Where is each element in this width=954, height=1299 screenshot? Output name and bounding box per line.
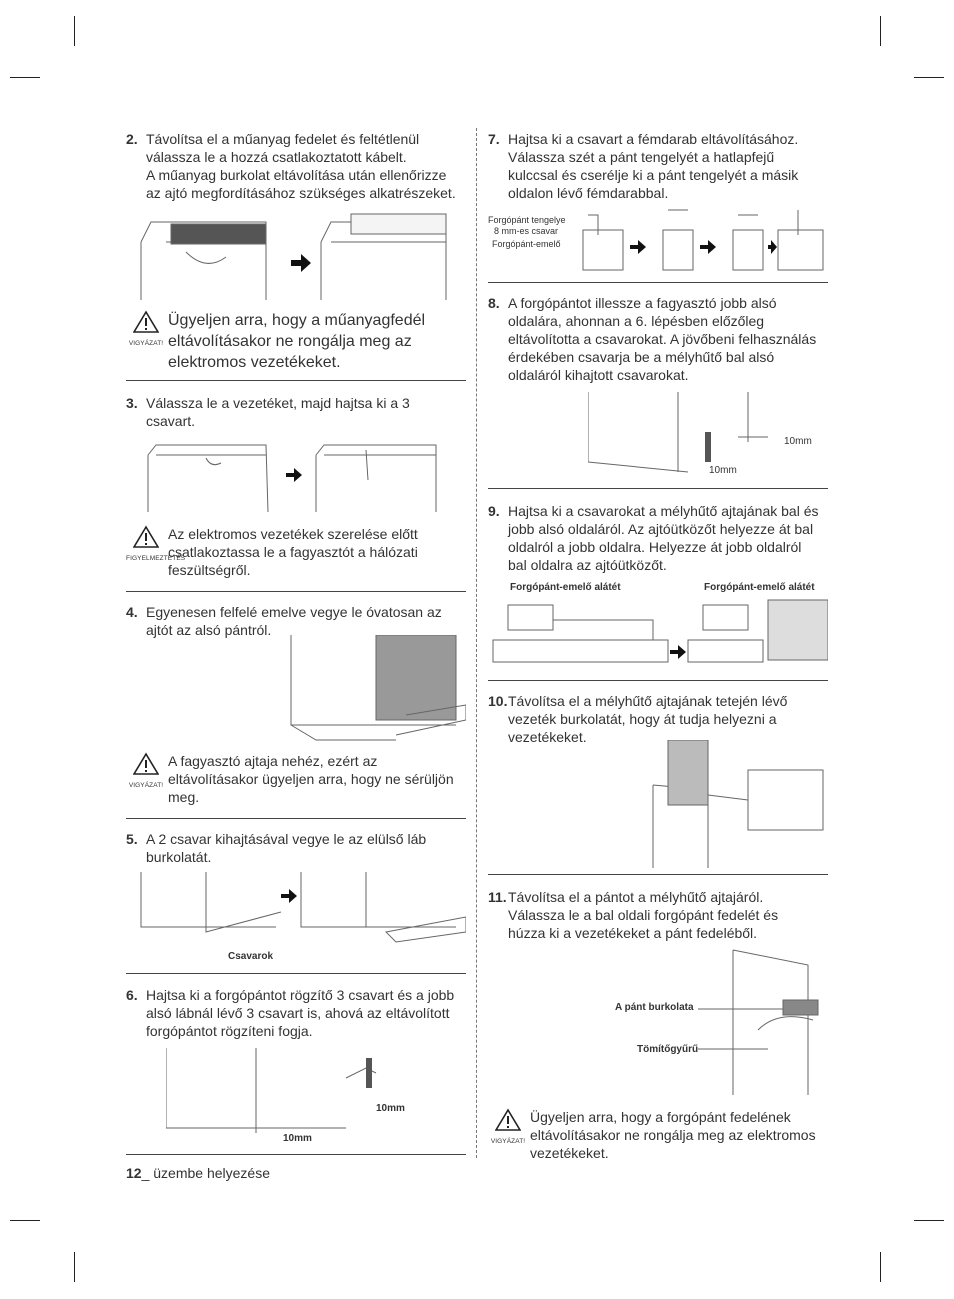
divider (126, 818, 466, 819)
step-text: Egyenesen felfelé emelve vegye le óvatosan az ajtót az alsó pántról. (146, 604, 442, 638)
divider (126, 591, 466, 592)
warning-icon (126, 752, 166, 795)
page-number: 12 (126, 1165, 142, 1181)
arrow-right-icon (281, 889, 297, 903)
step-number: 3. (126, 395, 138, 411)
column-divider (476, 128, 477, 1158)
step-number: 5. (126, 831, 138, 847)
hinge-cover-caption: A pánt burkolata (615, 1002, 694, 1013)
caution-text: A fagyasztó ajtaja nehéz, ezért az eltávolításakor ügyeljen arra, hogy ne sérüljön meg. (168, 753, 454, 805)
caution-4 (488, 1108, 828, 1168)
step-text: A 2 csavar kihajtásával vegye le az elülső láb burkolatát. (146, 831, 427, 865)
arrow-right-icon (700, 240, 716, 254)
caution-1 (126, 310, 466, 375)
caution-label: VIGYÁZAT! (128, 782, 164, 789)
step-text: Távolítsa el a műanyag fedelet és feltétlenül válassza le a hozzá csatlakoztatott kábelt. A műanyag burkolat eltávolítása után ellenőrizze az ajtó megfordításához szükséges alkatrészeket. (146, 131, 456, 201)
section-name: _ üzembe helyezése (141, 1165, 270, 1181)
step-5-illustration (136, 872, 466, 947)
crop-mark (914, 1220, 944, 1221)
step-number: 8. (488, 295, 500, 311)
step-number: 4. (126, 604, 138, 620)
step-6-illustration (166, 1048, 386, 1143)
hinge-lifter-caption: Forgópánt-emelő (492, 239, 561, 249)
step-text: Hajtsa ki a csavarokat a mélyhűtő ajtajának bal és jobb alsó oldaláról. Az ajtóütközőt helyezze át bal oldalról a jobb oldalra. Helyezze át jobb oldalról bal oldalra az ajtóütközőt. (508, 503, 819, 573)
page-footer (126, 1165, 270, 1181)
step-2 (126, 130, 466, 205)
caution-3 (126, 752, 466, 812)
caution-text: Ügyeljen arra, hogy a műanyagfedél eltávolításakor ne rongálja meg az elektromos vezetékeket. (168, 312, 426, 371)
divider (488, 488, 828, 489)
divider (488, 874, 828, 875)
warning-label: FIGYELMEZTETÉS (126, 555, 186, 562)
crop-mark (74, 16, 75, 46)
caution-label: VIGYÁZAT! (128, 340, 164, 347)
step-9-illustration (488, 595, 828, 675)
step-7-illustration (568, 205, 828, 275)
warning-2 (126, 525, 466, 585)
caution-label: VIGYÁZAT! (490, 1138, 526, 1145)
divider (126, 973, 466, 974)
crop-mark (10, 1220, 40, 1221)
step-text: Távolítsa el a mélyhűtő ajtajának tetején lévő vezeték burkolatát, hogy át tudja helyezni a vezetékeket. (508, 693, 788, 745)
washer-caption: Forgópánt-emelő alátét (704, 582, 815, 593)
screws-caption: Csavarok (228, 951, 274, 962)
step-3 (126, 394, 466, 434)
hinge-axis-caption: Forgópánt tengelye (488, 215, 566, 225)
step-number: 10. (488, 693, 508, 709)
warning-text: Az elektromos vezetékek szerelése előtt csatlakoztassa le a fagyasztót a hálózati feszültségről. (168, 526, 418, 578)
divider (488, 680, 828, 681)
step-3-illustration (146, 440, 446, 515)
divider (126, 380, 466, 381)
divider (488, 282, 828, 283)
step-9 (488, 502, 828, 576)
crop-mark (914, 77, 944, 78)
arrow-right-icon (670, 645, 686, 659)
step-5 (126, 830, 466, 870)
step-7 (488, 130, 828, 205)
step-number: 6. (126, 987, 138, 1003)
step-10-illustration (648, 740, 828, 868)
divider (126, 1154, 466, 1155)
step-number: 2. (126, 131, 138, 147)
size-caption: 10mm (376, 1103, 405, 1114)
size-caption: 10mm (283, 1133, 312, 1144)
crop-mark (10, 77, 40, 78)
step-4-illustration (286, 635, 466, 745)
step-number: 9. (488, 503, 500, 519)
crop-mark (880, 16, 881, 46)
arrow-right-icon (630, 240, 646, 254)
step-8-illustration (588, 392, 788, 482)
step-text: Hajtsa ki a csavart a fémdarab eltávolításához. Válassza szét a pánt tengelyét a hatlapfejű kulccsal és cserélje ki a pánt tengelyét a másik oldalon lévő fémdarabbal. (508, 131, 799, 201)
arrow-right-icon (768, 240, 777, 254)
crop-mark (74, 1252, 75, 1282)
arrow-right-icon (291, 254, 311, 272)
step-number: 11. (488, 889, 507, 905)
screw-caption: 8 mm-es csavar (494, 226, 559, 236)
step-8 (488, 294, 828, 386)
warning-icon (126, 525, 186, 568)
step-text: Távolítsa el a pántot a mélyhűtő ajtajáról. Válassza le a bal oldali forgópánt fedelét és húzza ki a vezetékeket a pánt fedeléből. (508, 889, 779, 941)
step-11-illustration (698, 945, 828, 1095)
step-text: Válassza le a vezetéket, majd hajtsa ki a 3 csavart. (146, 395, 410, 429)
caution-text: Ügyeljen arra, hogy a forgópánt fedelének eltávolításakor ne rongálja meg az elektromos vezetékeket. (530, 1109, 816, 1161)
warning-icon (126, 310, 166, 353)
gasket-caption: Tömítőgyűrű (637, 1044, 699, 1055)
size-caption: 10mm (784, 436, 812, 447)
crop-mark (880, 1252, 881, 1282)
warning-icon (488, 1108, 528, 1151)
step-11 (488, 888, 828, 944)
size-caption: 10mm (709, 465, 737, 476)
step-6 (126, 986, 466, 1044)
step-text: Hajtsa ki a forgópántot rögzítő 3 csavart és a jobb alsó lábnál lévő 3 csavart is, ahová az eltávolított forgópántot rögzíteni fogja. (146, 987, 455, 1039)
step-number: 7. (488, 131, 500, 147)
arrow-right-icon (286, 468, 302, 482)
step-2-illustration (136, 212, 456, 302)
washer-caption: Forgópánt-emelő alátét (510, 582, 621, 593)
step-text: A forgópántot illessze a fagyasztó jobb alsó oldalára, ahonnan a 6. lépésben előzőleg eltávolította a csavarokat. A jövőbeni felhasználás érdekében csavarja be a mélyhűtő bal alsó oldaláról kihajtott csavarokat. (508, 295, 817, 383)
